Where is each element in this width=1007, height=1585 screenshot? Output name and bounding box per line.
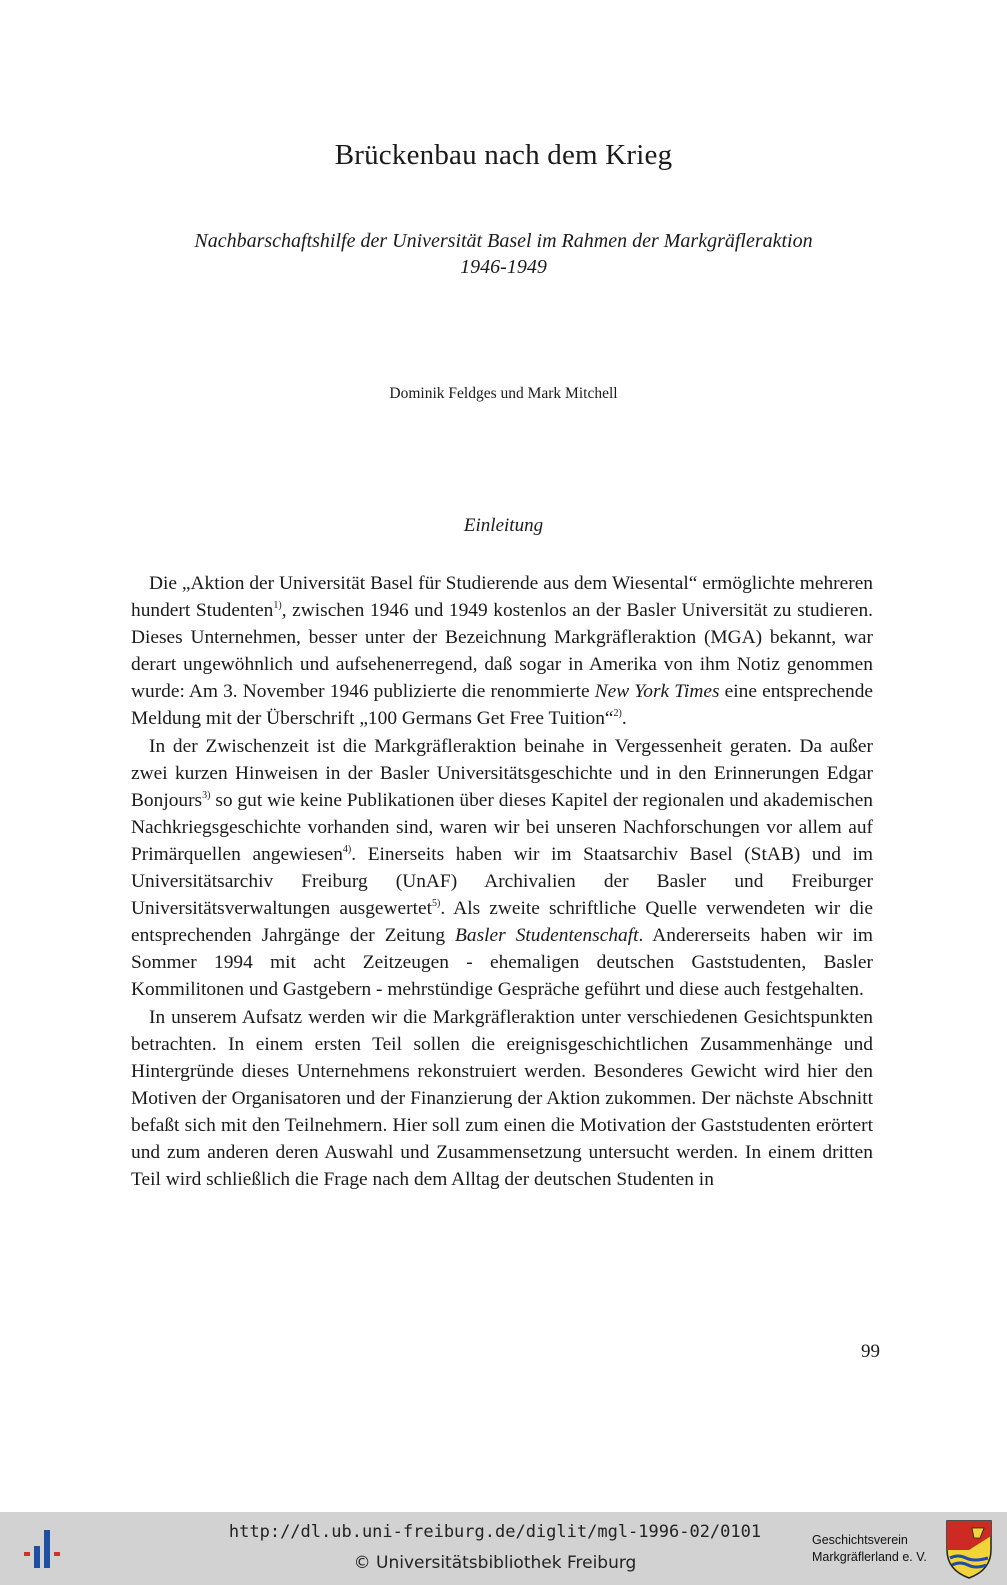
footer-bar (0, 1512, 1007, 1585)
text-run: In unserem Aufsatz werden wir die Markgräfleraktion unter verschiedenen Gesichtspunkten betrachten. In einem ersten Teil sollen die ereignisgeschichtlichen Zusammenhänge und Hintergründe dieses Unternehmens rekonstruiert werden. Besonderes Gewicht wird hier den Motiven der Organisatoren und der Finanzierung der Aktion zukommen. Der nächste Abschnitt befaßt sich mit den Teilnehmern. Hier soll zum einen die Motivation der Gaststudenten erörtert und zum anderen deren Auswahl und Zusammensetzung untersucht werden. In einem dritten Teil wird schließlich die Frage nach dem Alltag der deutschen Studenten in (131, 1006, 873, 1191)
section-heading: Einleitung (463, 515, 544, 536)
subtitle-line-1: Nachbarschaftshilfe der Universität Basel im Rahmen der Markgräfleraktion (194, 230, 813, 252)
italic-title: New York Times (594, 681, 720, 703)
text-run: eine entsprechende Meldung mit der Überschrift „100 Germans Get Free Tuition“ (131, 681, 873, 730)
footer-url-link[interactable]: http://dl.ub.uni-freiburg.de/diglit/mgl-1996-02/0101 (228, 1522, 762, 1542)
coat-of-arms-icon[interactable] (944, 1518, 994, 1580)
italic-title: Basler Studentenschaft (455, 925, 639, 947)
text-run: . Andererseits haben wir im Sommer 1994 mit acht Zeitzeugen - ehemaligen deutschen Gaststudenten, Basler Kommilitonen und Gastgebern - mehrstündige Gespräche geführt und diese auch festgehalten. (131, 925, 874, 1001)
text-run: . (621, 708, 627, 730)
article-subtitle (100, 228, 907, 280)
ub-freiburg-logo-icon[interactable] (20, 1524, 66, 1574)
text-run: so gut wie keine Publikationen über dieses Kapitel der regionalen und akademischen Nachkriegsgeschichte vorhanden sind, waren wir bei unseren Nachforschungen vor allem auf Primärquellen angewiesen (131, 789, 873, 865)
footnote-marker: 5) (431, 898, 441, 910)
text-run: In der Zwischenzeit ist die Markgräfleraktion beinahe in Vergessenheit geraten. Da außer zwei kurzen Hinweisen in der Basler Universitätsgeschichte und in den Erinnerungen Edgar Bonjours (131, 735, 873, 811)
footnote-marker: 4) (342, 843, 352, 855)
paragraph-3 (131, 1004, 873, 1194)
article-authors: Dominik Feldges und Mark Mitchell (389, 385, 618, 402)
text-run: . Einerseits haben wir im Staatsarchiv Basel (StAB) und im Universitätsarchiv Freiburg (UnAF) Archivalien der Basler und Freiburger Universitätsverwaltungen ausgewertet (131, 843, 873, 920)
article-title: Brückenbau nach dem Krieg (334, 139, 673, 171)
footer-society-name[interactable] (812, 1532, 942, 1566)
footer-copyright: © Universitätsbibliothek Freiburg (353, 1553, 637, 1573)
page-number: 99 (861, 1341, 880, 1362)
text-run: . Als zweite schriftliche Quelle verwendeten wir die entsprechenden Jahrgänge der Zeitung (131, 898, 873, 947)
society-line-2: Markgräflerland e. V. (812, 1550, 927, 1564)
footnote-marker: 2) (613, 708, 622, 720)
text-run: Die „Aktion der Universität Basel für Studierende aus dem Wiesental“ ermöglichte mehreren hundert Studenten (131, 573, 873, 622)
footnote-marker: 3) (202, 789, 211, 801)
paragraph-2 (131, 733, 873, 1004)
text-run: , zwischen 1946 und 1949 kostenlos an der Basler Universität zu studieren. Dieses Unternehmen, besser unter der Bezeichnung Markgräfleraktion (MGA) bekannt, war derart ungewöhnlich und aufsehenerregend, daß sogar in Amerika von ihm Notiz genommen wurde: Am 3. November 1946 publizierte die renommierte (131, 600, 873, 703)
paragraph-1 (131, 570, 873, 733)
footnote-marker: 1) (273, 600, 282, 612)
subtitle-line-2: 1946-1949 (460, 256, 547, 278)
society-line-1: Geschichtsverein (812, 1533, 908, 1547)
body-text (131, 570, 873, 1193)
